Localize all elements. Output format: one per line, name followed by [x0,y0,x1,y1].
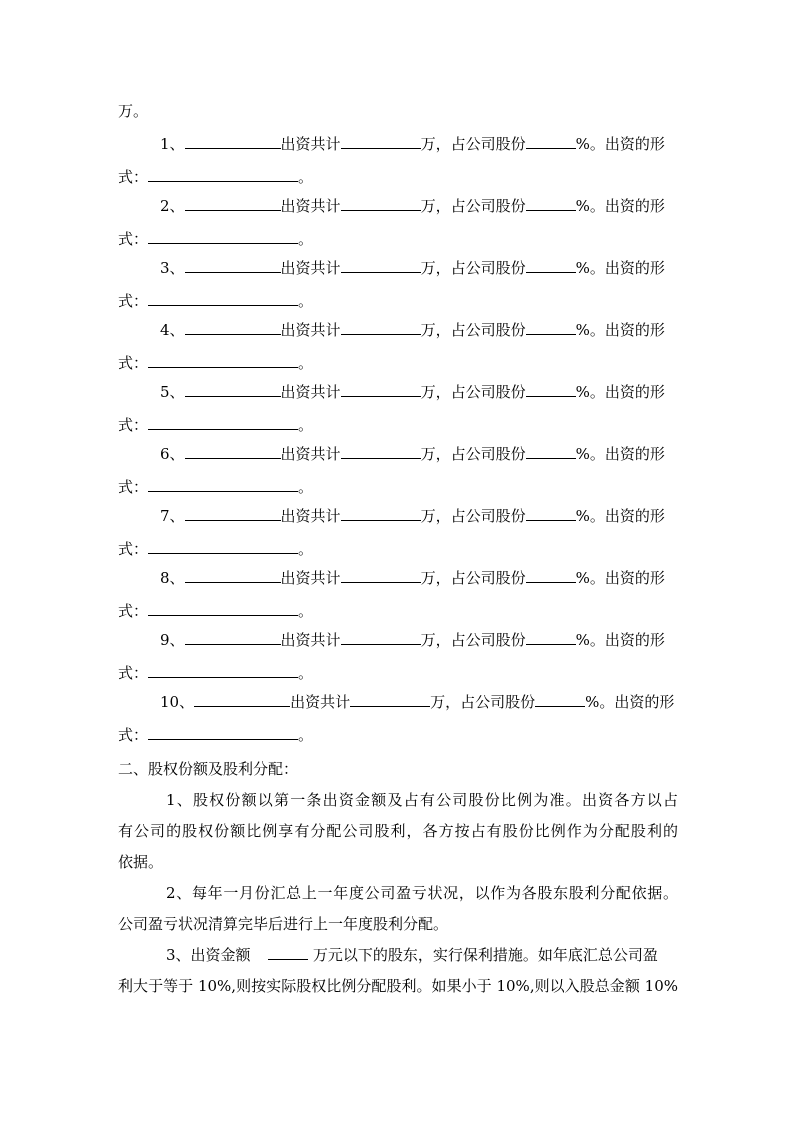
form-label-b: 式： [118,168,149,186]
contribution-form-blank[interactable] [148,290,298,306]
form-period: 。 [298,416,314,434]
capital-total-label: 出资共计 [280,569,341,587]
form-label-b: 式： [118,478,149,496]
form-label-a: %。出资的形 [575,135,665,153]
form-label-b: 式： [118,292,149,310]
form-label-b: 式： [118,354,149,372]
form-period: 。 [298,540,314,558]
contributor-line [118,319,720,341]
contributor-name-blank[interactable] [185,505,281,521]
contributor-number: 7、 [160,507,185,525]
share-percent-blank[interactable] [526,505,576,521]
share-percent-blank[interactable] [526,567,576,583]
capital-amount-blank[interactable] [341,629,421,645]
capital-total-label: 出资共计 [280,197,341,215]
contributor-name-blank[interactable] [185,195,281,211]
share-label: 万，占公司股份 [420,135,526,153]
contributor-number: 9、 [160,631,185,649]
form-period: 。 [298,292,314,310]
share-percent-blank[interactable] [526,629,576,645]
form-label-b: 式： [118,540,149,558]
paragraph-2-line-2: 公司盈亏状况清算完毕后进行上一年度股利分配。 [118,915,449,933]
contribution-form-line [118,724,678,746]
capital-total-label: 出资共计 [280,135,341,153]
contribution-form-line [118,662,678,684]
contributor-line [118,629,720,651]
capital-amount-blank[interactable] [341,195,421,211]
form-label-b: 式： [118,416,149,434]
contributor-line [118,257,720,279]
contribution-form-blank[interactable] [148,414,298,430]
contributor-line [118,691,720,713]
capital-total-label: 出资共计 [280,259,341,277]
capital-amount-blank[interactable] [341,319,421,335]
contributor-name-blank[interactable] [185,629,281,645]
contributor-line [118,381,720,403]
paragraph-2-line-1: 2、每年一月份汇总上一年度公司盈亏状况，以作为各股东股利分配依据。 [166,884,678,902]
form-label-a: %。出资的形 [575,383,665,401]
contribution-form-blank[interactable] [148,724,298,740]
form-period: 。 [298,664,314,682]
contribution-form-blank[interactable] [148,476,298,492]
contribution-form-blank[interactable] [148,166,298,182]
contribution-form-line [118,352,678,374]
share-label: 万，占公司股份 [420,197,526,215]
contributor-name-blank[interactable] [185,133,281,149]
contributor-name-blank[interactable] [185,381,281,397]
p3-text-b: 万元以下的股东，实行保利措施。如年底汇总公司盈 [312,946,658,964]
share-label: 万，占公司股份 [420,507,526,525]
capital-amount-blank[interactable] [350,691,430,707]
contribution-form-line [118,228,678,250]
capital-total-label: 出资共计 [290,693,351,711]
contributor-name-blank[interactable] [185,257,281,273]
paragraph-3-line-1 [118,944,726,966]
contribution-form-blank[interactable] [148,352,298,368]
share-label: 万，占公司股份 [420,631,526,649]
contributor-name-blank[interactable] [185,567,281,583]
share-percent-blank[interactable] [526,381,576,397]
capital-amount-blank[interactable] [341,257,421,273]
form-label-b: 式： [118,726,149,744]
contributor-number: 10、 [160,693,195,711]
contribution-form-line [118,166,678,188]
contribution-form-line [118,476,678,498]
capital-total-label: 出资共计 [280,507,341,525]
form-label-a: %。出资的形 [585,693,675,711]
contributor-line [118,505,720,527]
capital-total-label: 出资共计 [280,445,341,463]
form-period: 。 [298,230,314,248]
contribution-form-blank[interactable] [148,600,298,616]
contribution-form-blank[interactable] [148,538,298,554]
form-period: 。 [298,354,314,372]
capital-total-label: 出资共计 [280,383,341,401]
share-label: 万，占公司股份 [420,383,526,401]
contribution-form-blank[interactable] [148,228,298,244]
form-period: 。 [298,168,314,186]
capital-total-label: 出资共计 [280,321,341,339]
capital-amount-blank[interactable] [341,133,421,149]
capital-total-label: 出资共计 [280,631,341,649]
form-label-b: 式： [118,602,149,620]
share-percent-blank[interactable] [526,257,576,273]
contribution-form-blank[interactable] [148,662,298,678]
share-label: 万，占公司股份 [420,569,526,587]
contributor-line [118,567,720,589]
share-label: 万，占公司股份 [420,321,526,339]
form-label-a: %。出资的形 [575,197,665,215]
form-label-b: 式： [118,664,149,682]
paragraph-1-line-3: 依据。 [118,853,164,871]
contributor-number: 3、 [160,259,185,277]
share-label: 万，占公司股份 [420,259,526,277]
form-period: 。 [298,602,314,620]
contributor-number: 6、 [160,445,185,463]
share-percent-blank[interactable] [526,133,576,149]
contributor-name-blank[interactable] [185,319,281,335]
form-label-a: %。出资的形 [575,259,665,277]
capital-amount-blank[interactable] [341,381,421,397]
contributor-name-blank[interactable] [185,443,281,459]
contributor-name-blank[interactable] [194,691,290,707]
contribution-form-line [118,538,678,560]
section-2-heading: 二、股权份额及股利分配： [118,760,299,778]
threshold-amount-blank[interactable] [268,944,308,960]
form-period: 。 [298,478,314,496]
p3-text-a: 3、出资金额 [166,946,251,964]
form-label-b: 式： [118,230,149,248]
contributor-number: 1、 [160,135,185,153]
form-label-a: %。出资的形 [575,445,665,463]
contributor-line [118,443,720,465]
intro-tail: 万。 [118,102,149,120]
capital-amount-blank[interactable] [341,505,421,521]
contribution-form-line [118,290,678,312]
contributor-number: 2、 [160,197,185,215]
capital-amount-blank[interactable] [341,443,421,459]
contribution-form-line [118,414,678,436]
paragraph-1-line-2: 有公司的股权份额比例享有分配公司股利，各方按占有股份比例作为分配股利的 [118,822,678,840]
paragraph-3-line-2: 利大于等于 10%,则按实际股权比例分配股利。如果小于 10%,则以入股总金额 10% [118,977,678,995]
form-label-a: %。出资的形 [575,507,665,525]
contributor-line [118,195,720,217]
contributor-number: 4、 [160,321,185,339]
form-label-a: %。出资的形 [575,631,665,649]
share-percent-blank[interactable] [526,319,576,335]
form-label-a: %。出资的形 [575,569,665,587]
share-percent-blank[interactable] [526,443,576,459]
form-label-a: %。出资的形 [575,321,665,339]
paragraph-1-line-1: 1、股权份额以第一条出资金额及占有公司股份比例为准。出资各方以占 [166,791,678,809]
contributor-line [118,133,720,155]
contribution-form-line [118,600,678,622]
capital-amount-blank[interactable] [341,567,421,583]
share-percent-blank[interactable] [526,195,576,211]
share-label: 万，占公司股份 [430,693,536,711]
contributor-number: 5、 [160,383,185,401]
form-period: 。 [298,726,314,744]
contributor-number: 8、 [160,569,185,587]
share-percent-blank[interactable] [535,691,585,707]
share-label: 万，占公司股份 [420,445,526,463]
